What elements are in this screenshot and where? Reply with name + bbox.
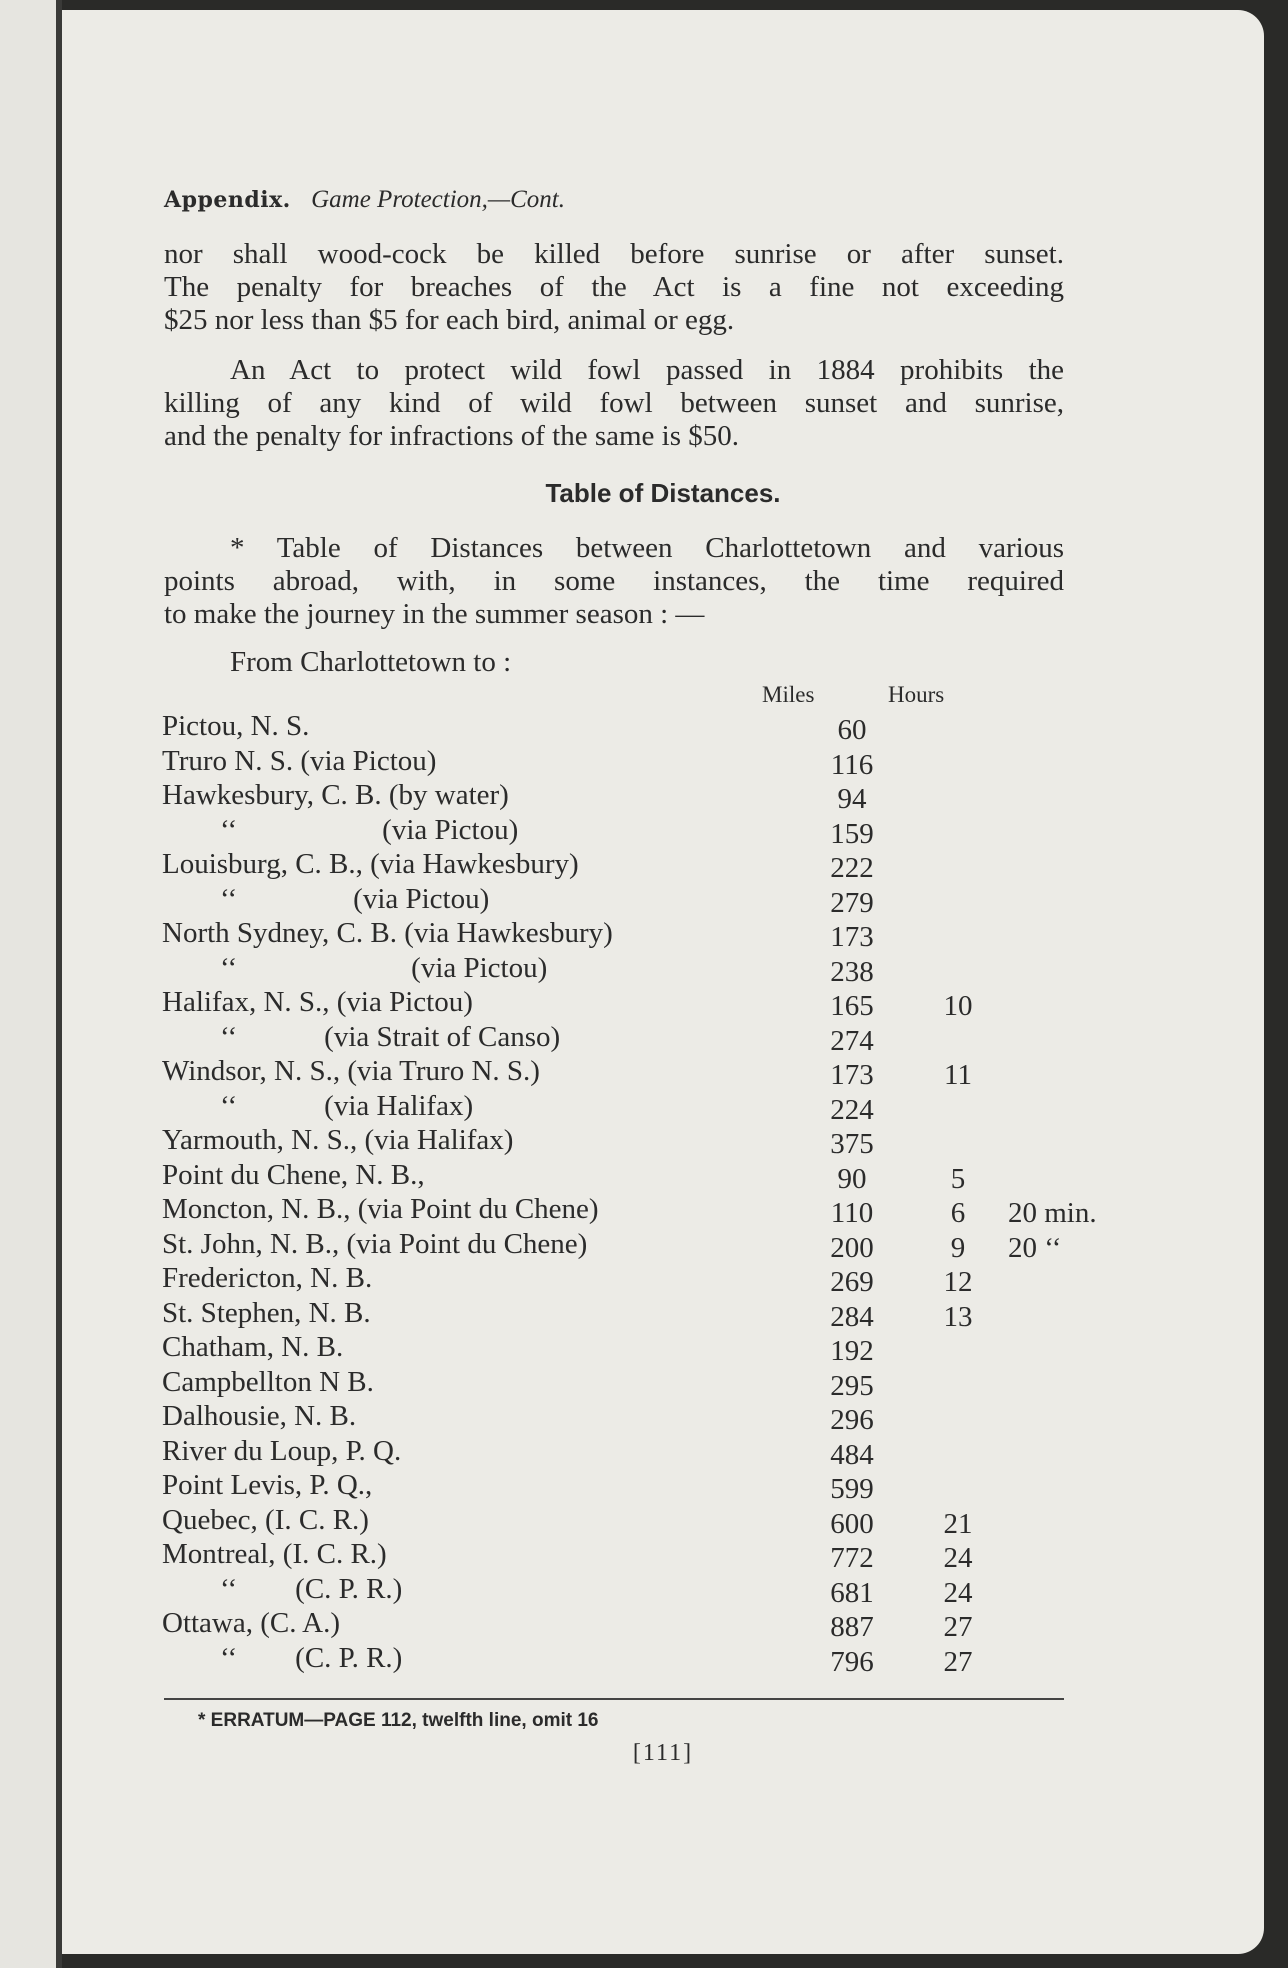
- place-cell: Dalhousie, N. B.: [162, 1400, 357, 1432]
- from-line: From Charlottetown to :: [230, 646, 512, 678]
- table-row: [162, 848, 1112, 883]
- hours-cell: 24: [943, 1576, 973, 1609]
- table-row: [162, 1055, 1112, 1090]
- table-row: [162, 1228, 1112, 1263]
- header-appendix: Appendix.: [164, 187, 291, 213]
- place-cell: Point du Chene, N. B.,: [162, 1158, 425, 1191]
- place-cell: St. Stephen, N. B.: [162, 1296, 371, 1329]
- miles-cell: 90: [837, 1162, 867, 1195]
- hours-cell: 24: [943, 1542, 973, 1574]
- extra-cell: 20 min.: [1008, 1197, 1097, 1229]
- table-row: [162, 1469, 1112, 1504]
- place-cell: Point Levis, P. Q.,: [162, 1469, 373, 1501]
- paragraph-line: and the penalty for infractions of the same is $50.: [164, 420, 740, 452]
- miles-cell: 173: [830, 1059, 874, 1091]
- hours-cell: 27: [943, 1645, 973, 1678]
- place-cell: ‘‘ (via Pictou): [162, 813, 519, 846]
- place-cell: North Sydney, C. B. (via Hawkesbury): [162, 917, 613, 949]
- place-cell: Chatham, N. B.: [162, 1331, 344, 1363]
- place-cell: ‘‘ (via Strait of Canso): [162, 1020, 561, 1053]
- miles-cell: 599: [830, 1473, 874, 1505]
- hours-cell: 12: [943, 1266, 973, 1298]
- place-cell: Ottawa, (C. A.): [162, 1607, 340, 1639]
- paragraph-line: to make the journey in the summer season : —: [164, 598, 705, 630]
- miles-column-header: Miles: [762, 682, 815, 707]
- place-cell: Quebec, (I. C. R.): [162, 1503, 369, 1536]
- extra-cell: 20 ‘‘: [1008, 1231, 1062, 1264]
- place-cell: ‘‘ (C. P. R.): [162, 1641, 403, 1674]
- miles-cell: 484: [830, 1438, 874, 1471]
- erratum-footnote: * ERRATUM—PAGE 112, twelfth line, omit 16: [198, 1710, 599, 1731]
- miles-cell: 284: [830, 1300, 874, 1333]
- miles-cell: 200: [830, 1231, 874, 1264]
- miles-cell: 94: [837, 783, 867, 815]
- miles-cell: 116: [830, 748, 874, 781]
- table-row: [162, 1124, 1112, 1159]
- paragraph-line: The penalty for breaches of the Act is a fine not exceeding: [164, 271, 1064, 303]
- table-row: [162, 1193, 1112, 1228]
- table-row: [162, 779, 1112, 814]
- table-row: [162, 1538, 1112, 1573]
- place-cell: Windsor, N. S., (via Truro N. S.): [162, 1055, 540, 1087]
- table-row: [162, 1366, 1112, 1401]
- place-cell: Fredericton, N. B.: [162, 1262, 373, 1294]
- left-page-edge: [0, 0, 62, 1968]
- miles-cell: 375: [830, 1128, 874, 1160]
- table-row: [162, 814, 1112, 849]
- miles-cell: 269: [830, 1266, 874, 1298]
- footnote-rule: [164, 1698, 1064, 1700]
- table-row: [162, 1090, 1112, 1125]
- place-cell: Yarmouth, N. S., (via Halifax): [162, 1124, 514, 1156]
- place-cell: Hawkesbury, C. B. (by water): [162, 779, 509, 811]
- table-row: [162, 1297, 1112, 1332]
- paragraph-2: [164, 354, 1064, 453]
- place-cell: Louisburg, C. B., (via Hawkesbury): [162, 848, 579, 880]
- miles-cell: 296: [830, 1404, 874, 1436]
- page-number: [111]: [632, 1740, 694, 1766]
- running-header: [164, 186, 565, 214]
- table-row: [162, 1021, 1112, 1056]
- miles-cell: 110: [830, 1197, 874, 1229]
- miles-cell: 681: [830, 1576, 874, 1609]
- hours-column-header: Hours: [888, 682, 945, 707]
- hours-cell: 9: [950, 1231, 966, 1264]
- place-cell: Pictou, N. S.: [162, 710, 310, 742]
- paragraph-1: [164, 238, 1064, 337]
- table-row: [162, 1400, 1112, 1435]
- miles-cell: 165: [830, 990, 874, 1022]
- hours-cell: 21: [943, 1507, 973, 1540]
- miles-cell: 274: [830, 1024, 874, 1057]
- table-row: [162, 917, 1112, 952]
- hours-cell: 27: [943, 1611, 973, 1643]
- hours-cell: 11: [944, 1059, 972, 1091]
- paragraph-line: killing of any kind of wild fowl between sunset and sunrise,: [164, 387, 1064, 419]
- table-row: [162, 1607, 1112, 1642]
- place-cell: Moncton, N. B., (via Point du Chene): [162, 1193, 599, 1225]
- miles-cell: 600: [830, 1507, 874, 1540]
- miles-cell: 772: [830, 1542, 874, 1574]
- place-cell: ‘‘ (C. P. R.): [162, 1572, 403, 1605]
- paragraph-line: points abroad, with, in some instances, the time required: [164, 565, 1064, 597]
- table-row: [162, 1642, 1112, 1677]
- place-cell: St. John, N. B., (via Point du Chene): [162, 1227, 588, 1260]
- miles-cell: 238: [830, 955, 874, 988]
- place-cell: Campbellton N B.: [162, 1365, 374, 1398]
- distance-table: [162, 710, 1112, 1676]
- hours-cell: 10: [943, 990, 973, 1022]
- place-cell: Montreal, (I. C. R.): [162, 1538, 387, 1570]
- place-cell: ‘‘ (via Pictou): [162, 882, 490, 915]
- hours-cell: 5: [950, 1162, 966, 1195]
- miles-cell: 279: [830, 886, 874, 919]
- table-row: [162, 710, 1112, 745]
- miles-cell: 887: [830, 1611, 874, 1643]
- paragraph-line: $25 nor less than $5 for each bird, animal or egg.: [164, 304, 735, 336]
- table-row: [162, 952, 1112, 987]
- hours-cell: 13: [943, 1300, 973, 1333]
- book-page: [62, 10, 1264, 1954]
- miles-cell: 159: [830, 817, 874, 850]
- header-subtitle: Game Protection,—Cont.: [311, 186, 565, 213]
- place-cell: Truro N. S. (via Pictou): [162, 744, 437, 777]
- miles-cell: 796: [830, 1645, 874, 1678]
- table-row: [162, 1573, 1112, 1608]
- paragraph-line: An Act to protect wild fowl passed in 1884 prohibits the: [230, 354, 1064, 386]
- hours-cell: 6: [950, 1197, 966, 1229]
- place-cell: Halifax, N. S., (via Pictou): [162, 986, 473, 1018]
- paragraph-line: * Table of Distances between Charlottetown and various: [230, 532, 1064, 564]
- table-row: [162, 745, 1112, 780]
- paragraph-3: [164, 532, 1064, 631]
- paragraph-line: nor shall wood-cock be killed before sunrise or after sunset.: [164, 238, 1064, 270]
- section-title: Table of Distances.: [545, 478, 781, 508]
- miles-cell: 173: [830, 921, 874, 953]
- table-row: [162, 1262, 1112, 1297]
- table-row: [162, 986, 1112, 1021]
- place-cell: River du Loup, P. Q.: [162, 1434, 402, 1467]
- miles-cell: 222: [830, 852, 874, 884]
- table-row: [162, 1159, 1112, 1194]
- miles-cell: 192: [830, 1335, 874, 1367]
- table-row: [162, 1435, 1112, 1470]
- place-cell: ‘‘ (via Pictou): [162, 951, 548, 984]
- miles-cell: 224: [830, 1093, 874, 1126]
- miles-cell: 60: [837, 714, 867, 746]
- table-row: [162, 1331, 1112, 1366]
- miles-cell: 295: [830, 1369, 874, 1402]
- table-row: [162, 1504, 1112, 1539]
- table-row: [162, 883, 1112, 918]
- place-cell: ‘‘ (via Halifax): [162, 1089, 474, 1122]
